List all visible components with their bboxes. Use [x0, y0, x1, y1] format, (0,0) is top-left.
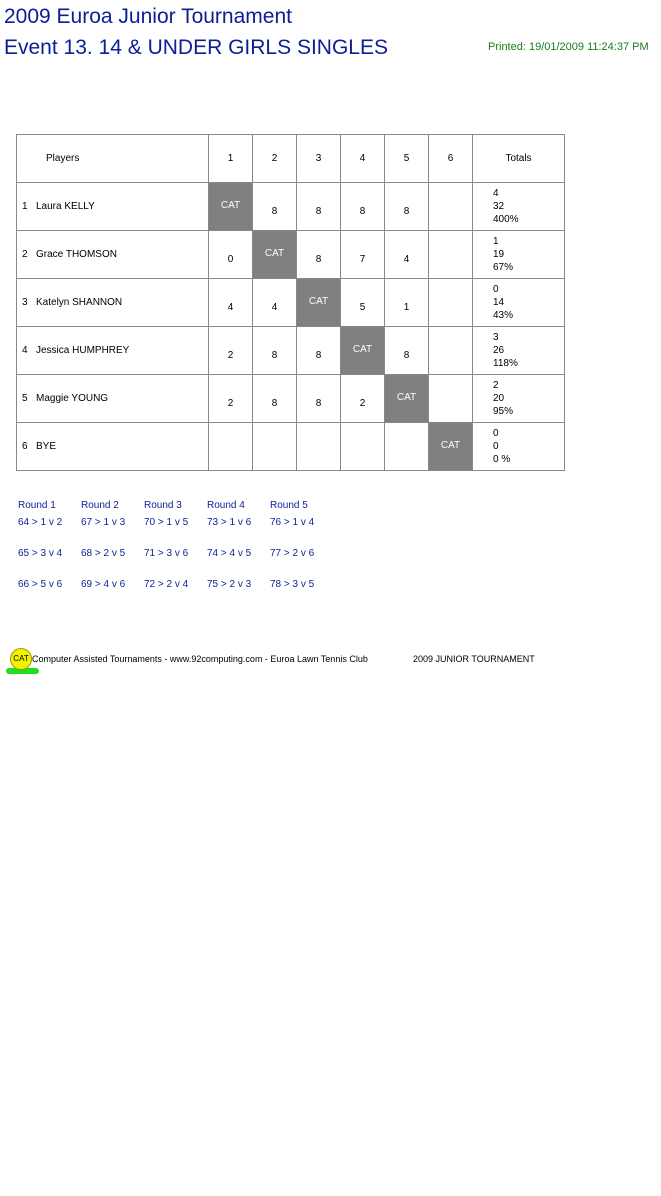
totals-wins: 2	[493, 380, 499, 391]
round-match: 76 > 1 v 4	[270, 517, 315, 528]
totals-header: Totals	[473, 135, 565, 183]
player-name-cell	[17, 231, 209, 279]
score-value: 0	[227, 254, 234, 265]
score-value: 5	[359, 302, 366, 313]
score-cell	[341, 231, 385, 279]
score-value: 8	[271, 206, 278, 217]
round-match: 68 > 2 v 5	[81, 548, 126, 559]
score-value: 8	[315, 398, 322, 409]
player-row	[17, 183, 565, 231]
totals-games: 19	[493, 249, 505, 260]
event-title: Event 13. 14 & UNDER GIRLS SINGLES	[4, 36, 388, 59]
col-header-3: 3	[297, 135, 341, 183]
totals-games: 0	[493, 441, 499, 452]
totals-games: 26	[493, 345, 505, 356]
printed-timestamp: Printed: 19/01/2009 11:24:37 PM	[488, 41, 649, 53]
score-cell	[385, 231, 429, 279]
totals-wins: 4	[493, 188, 499, 199]
player-row	[17, 231, 565, 279]
player-name: Grace THOMSON	[36, 249, 117, 260]
cat-label: CAT	[440, 440, 461, 451]
col-header-1: 1	[209, 135, 253, 183]
score-cell	[253, 183, 297, 231]
totals-percentage: 95%	[493, 406, 514, 417]
cat-label: CAT	[396, 392, 417, 403]
score-cell	[385, 183, 429, 231]
score-cell	[429, 327, 473, 375]
player-number: 5	[22, 393, 28, 404]
score-value: 8	[403, 350, 410, 361]
player-name-cell	[17, 375, 209, 423]
round-match: 70 > 1 v 5	[144, 517, 189, 528]
score-value: 8	[315, 254, 322, 265]
player-name: Jessica HUMPHREY	[36, 345, 130, 356]
players-header: Players	[17, 135, 209, 183]
round-match: 65 > 3 v 4	[18, 548, 63, 559]
totals-cell	[473, 231, 565, 279]
round-match: 69 > 4 v 6	[81, 579, 126, 590]
player-name: Maggie YOUNG	[36, 393, 109, 404]
tournament-title: 2009 Euroa Junior Tournament	[4, 5, 292, 28]
totals-wins: 1	[493, 236, 499, 247]
footer	[10, 648, 650, 678]
score-value: 8	[315, 206, 322, 217]
score-value: 8	[271, 350, 278, 361]
footer-credits: Computer Assisted Tournaments - www.92computing.com - Euroa Lawn Tennis Club	[32, 654, 368, 664]
score-cell	[385, 279, 429, 327]
score-cell	[297, 423, 341, 471]
score-cell	[429, 375, 473, 423]
score-cell	[209, 231, 253, 279]
score-cell	[429, 231, 473, 279]
score-value: 2	[227, 350, 234, 361]
cat-cell	[253, 231, 297, 279]
cat-cell	[209, 183, 253, 231]
totals-games: 14	[493, 297, 505, 308]
totals-cell	[473, 423, 565, 471]
score-cell	[429, 183, 473, 231]
round-match: 74 > 4 v 5	[207, 548, 252, 559]
table-header-row	[17, 135, 565, 183]
cat-cell	[297, 279, 341, 327]
score-value: 2	[359, 398, 366, 409]
col-header-4: 4	[341, 135, 385, 183]
player-number: 2	[22, 249, 28, 260]
score-cell	[297, 183, 341, 231]
score-value: 8	[403, 206, 410, 217]
player-name: Katelyn SHANNON	[36, 297, 123, 308]
totals-games: 32	[493, 201, 505, 212]
score-cell	[253, 279, 297, 327]
totals-wins: 0	[493, 428, 499, 439]
score-value: 8	[315, 350, 322, 361]
col-header-6: 6	[429, 135, 473, 183]
cat-label: CAT	[308, 296, 329, 307]
totals-wins: 0	[493, 284, 499, 295]
score-value: 8	[359, 206, 366, 217]
score-cell	[341, 375, 385, 423]
round-label: Round 5	[270, 500, 308, 511]
round-label: Round 3	[144, 500, 182, 511]
cat-logo-icon: CAT	[10, 648, 32, 670]
score-cell	[385, 423, 429, 471]
round-match: 66 > 5 v 6	[18, 579, 63, 590]
score-cell	[341, 279, 385, 327]
round-robin-table	[16, 134, 565, 471]
score-cell	[209, 375, 253, 423]
round-match: 77 > 2 v 6	[270, 548, 315, 559]
score-cell	[297, 375, 341, 423]
round-match: 64 > 1 v 2	[18, 517, 63, 528]
score-cell	[253, 423, 297, 471]
round-match: 72 > 2 v 4	[144, 579, 189, 590]
player-row	[17, 327, 565, 375]
footer-tournament: 2009 JUNIOR TOURNAMENT	[413, 654, 535, 664]
score-cell	[341, 183, 385, 231]
player-number: 4	[22, 345, 28, 356]
col-header-5: 5	[385, 135, 429, 183]
totals-cell	[473, 327, 565, 375]
player-name: BYE	[36, 441, 57, 452]
cat-cell	[341, 327, 385, 375]
player-name-cell	[17, 423, 209, 471]
totals-percentage: 0 %	[493, 454, 511, 465]
totals-games: 20	[493, 393, 505, 404]
player-name-cell	[17, 327, 209, 375]
totals-cell	[473, 183, 565, 231]
score-value: 4	[271, 302, 278, 313]
round-match: 75 > 2 v 3	[207, 579, 252, 590]
player-row	[17, 279, 565, 327]
score-cell	[385, 327, 429, 375]
round-label: Round 4	[207, 500, 245, 511]
player-name: Laura KELLY	[36, 201, 95, 212]
round-label: Round 2	[81, 500, 119, 511]
player-row	[17, 375, 565, 423]
player-number: 3	[22, 297, 28, 308]
score-value: 1	[403, 302, 410, 313]
cat-label: CAT	[264, 248, 285, 259]
player-name-cell	[17, 279, 209, 327]
player-name-cell	[17, 183, 209, 231]
round-match: 67 > 1 v 3	[81, 517, 126, 528]
totals-percentage: 118%	[493, 358, 518, 369]
totals-cell	[473, 375, 565, 423]
round-match: 71 > 3 v 6	[144, 548, 189, 559]
cat-cell	[385, 375, 429, 423]
totals-percentage: 67%	[493, 262, 514, 273]
score-cell	[297, 231, 341, 279]
score-value: 8	[271, 398, 278, 409]
player-number: 6	[22, 441, 28, 452]
score-cell	[341, 423, 385, 471]
round-match: 78 > 3 v 5	[270, 579, 315, 590]
score-cell	[253, 327, 297, 375]
cat-label: CAT	[352, 344, 373, 355]
score-cell	[253, 375, 297, 423]
score-value: 4	[227, 302, 234, 313]
score-value: 4	[403, 254, 410, 265]
score-value: 7	[359, 254, 366, 265]
player-row	[17, 423, 565, 471]
score-cell	[209, 423, 253, 471]
round-match: 73 > 1 v 6	[207, 517, 252, 528]
totals-percentage: 43%	[493, 310, 514, 321]
score-cell	[429, 279, 473, 327]
cat-cell	[429, 423, 473, 471]
totals-percentage: 400%	[493, 214, 519, 225]
score-value: 2	[227, 398, 234, 409]
col-header-2: 2	[253, 135, 297, 183]
score-cell	[297, 327, 341, 375]
cat-label: CAT	[220, 200, 241, 211]
score-cell	[209, 279, 253, 327]
score-cell	[209, 327, 253, 375]
totals-cell	[473, 279, 565, 327]
totals-wins: 3	[493, 332, 499, 343]
player-number: 1	[22, 201, 28, 212]
round-label: Round 1	[18, 500, 56, 511]
